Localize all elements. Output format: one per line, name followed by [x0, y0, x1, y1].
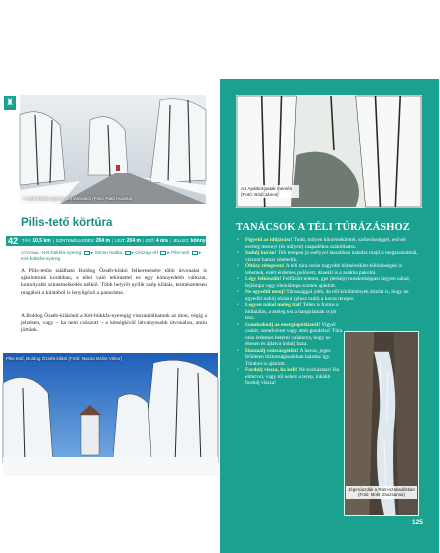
route-stats-bar: 42 TÁV: 10,5 km | SZINTEMELKEDÉS: 204 m | LEJT: 204 m | IDŐ: 4 óra | JELLEG: könnyű [8, 236, 209, 246]
hiker-icon: ♜ [5, 98, 15, 108]
route-description-paragraph-1: A Pilis-tetőn található Boldog Özséb-kilátó felkeresésére több útvonalat is ajánlottunk korábban, a téleì való tekintettel ez egy könnyedebb változat, komolyabb szintemelkedés nélkül. Több helyről nyílik szép kilátás, természetesen magából a kilátóból is lenyűgöző a panoráma. [21, 268, 207, 296]
bullet-icon: • [237, 321, 239, 328]
lookout-tower-photo [3, 353, 218, 476]
bullet-icon: • [237, 276, 239, 282]
stat-descent-label: LEJT: [115, 238, 126, 243]
bullet-icon: • [237, 289, 239, 295]
stat-type-value: könnyű [190, 238, 209, 244]
bullet-icon: • [237, 367, 239, 373]
bullet-icon: • [237, 250, 239, 256]
page-number: 125 [412, 519, 423, 526]
tip-item [233, 302, 346, 322]
tip-item [233, 250, 419, 263]
tip-key: Ne egyedül menj! [245, 289, 286, 295]
stat-time-value: 4 óra [155, 238, 168, 244]
route-stop: Pilis-tető [171, 251, 190, 256]
bullet-icon: • [237, 347, 239, 354]
trail-mark-icon [160, 251, 166, 255]
trail-mark-icon [84, 251, 90, 255]
tips-title: TANÁCSOK A TÉLI TÚRÁZÁSHOZ [236, 222, 410, 233]
bullet-icon: • [237, 263, 239, 269]
route-stop: Ország-rét [135, 251, 158, 256]
tip-item [233, 348, 346, 368]
route-stop: Két-bükkfa-nyereg [42, 251, 82, 256]
tip-text: Vigyél csokit, szendvicset vagy amit gondolsz! Túra után érdemes betérni valahova, hogy ne éhesen és ájtatva indulj haza. [245, 321, 343, 347]
tip-text: A havas, jeges felületen biztonságosabban haladsz így. Túrabot is ajánlott. [245, 347, 331, 367]
tip-item [233, 237, 419, 250]
photo-icefall-caption: Jégcsúszdák a Rám-szakadékban (Fotó: Mohr Zsuzsanna) [346, 486, 417, 499]
tip-key: Figyeld az időjárást! [245, 237, 293, 243]
tip-item [233, 263, 419, 276]
stat-descent-value: 204 m [126, 238, 141, 244]
tip-key: Gondoskodj az energiapótlásról! [245, 321, 321, 328]
tip-key: Fordulj vissza, ha kell! [245, 367, 298, 373]
trail-mark-icon [192, 251, 198, 255]
stat-distance-value: 10,5 km [32, 238, 51, 244]
tip-key: Használj csúszásgátlót! [245, 347, 299, 354]
stat-ascent-label: SZINTEMELKEDÉS: [55, 238, 95, 243]
bullet-icon: • [237, 302, 239, 308]
tip-text: Téli terepen jó esélyyel lassabban haladsz majd a megszokottnál, viszont hamar sötétedik. [245, 250, 418, 263]
stat-time-label: IDŐ: [146, 238, 155, 243]
route-label: ÚTVONAL: [21, 251, 41, 255]
tip-item [233, 322, 346, 348]
stat-distance-label: TÁV: [22, 238, 32, 243]
trail-mark-icon [125, 251, 131, 255]
tip-text: A téli túra során nagyobb hőmérséklet-különbségek is lehetnek, ezért érdemes pulóvert, dzsekit is a zsákba pakolni. [245, 263, 402, 276]
tip-key: Öltözz rétegesen! [245, 263, 285, 269]
tip-text: Télen is fontos a hidratálás, a meleg tea a hangulatnak is jót tesz. [245, 302, 339, 321]
tip-text: Tudd, milyen hőmérséklettel, szélerősséggel, esővel esetleg mennyi (és milyen) csapadékra számíthatsz. [245, 237, 406, 250]
stat-type-label: JELLEG: [172, 238, 190, 243]
bullet-icon: • [237, 237, 239, 243]
tip-key: Légy felkészült! [245, 276, 282, 282]
photo-bottom-caption: Pilis-tető, Boldog Özséb-kilátó (Fotó: Nacsa Bálint Viktor) [6, 356, 123, 361]
route-description-paragraph-2: A Boldog Özséb-kilátótól a Két-bükkfa-nyeregig visszaútálhatunk az úton, végig a jelzésen, vagy – ha nem csúszott – a kétségkívül látványosabb útvonalon, amin jöttünk. [21, 313, 207, 334]
photo-top-caption: A Két-bükkfa-nyereg téli látnivalói (Fotó: Pató Huanta) [23, 196, 133, 201]
tip-item [233, 289, 419, 302]
route-number: 42 [8, 236, 19, 246]
route-title: Pilis-tető körtúra [21, 217, 113, 229]
route-stop: Simon halála [94, 251, 123, 256]
winter-road-photo [20, 95, 206, 204]
tip-text: Társasággal jobb, de téli körülmények között is, hogy ne egyedül indulj túrázni (plusz tudd) a havas terepre. [245, 289, 409, 302]
tip-key: Indulj korán! [245, 250, 277, 256]
tip-text: Felfűzött teleton, gps (térkép) mindenképpen legyen nálad, fejlámpa vagy elemlámpa szintén ajánlott. [245, 276, 410, 289]
stat-ascent-value: 204 m [95, 238, 111, 244]
tip-item [233, 276, 419, 289]
photo-creek-caption: Az Apátkút-patak mentén (Fotó: Bódi János) [239, 185, 299, 198]
tip-item [233, 367, 346, 387]
route-itinerary: ÚTVONAL: Két-bükkfa-nyereg ▸ Simon halála ▸ Ország-rét ▸ Pilis-tető ▸ Két-bükkfa-nyereg [21, 251, 202, 263]
tip-key: Legyen nálad meleg ital! [245, 302, 302, 308]
tip-text: Ne kockáztass! Ha eldurvul, vagy túl nehéz a terep, inkább fordulj vissza! [245, 367, 340, 386]
route-stop: Két-bükkfa-nyereg [21, 257, 61, 263]
